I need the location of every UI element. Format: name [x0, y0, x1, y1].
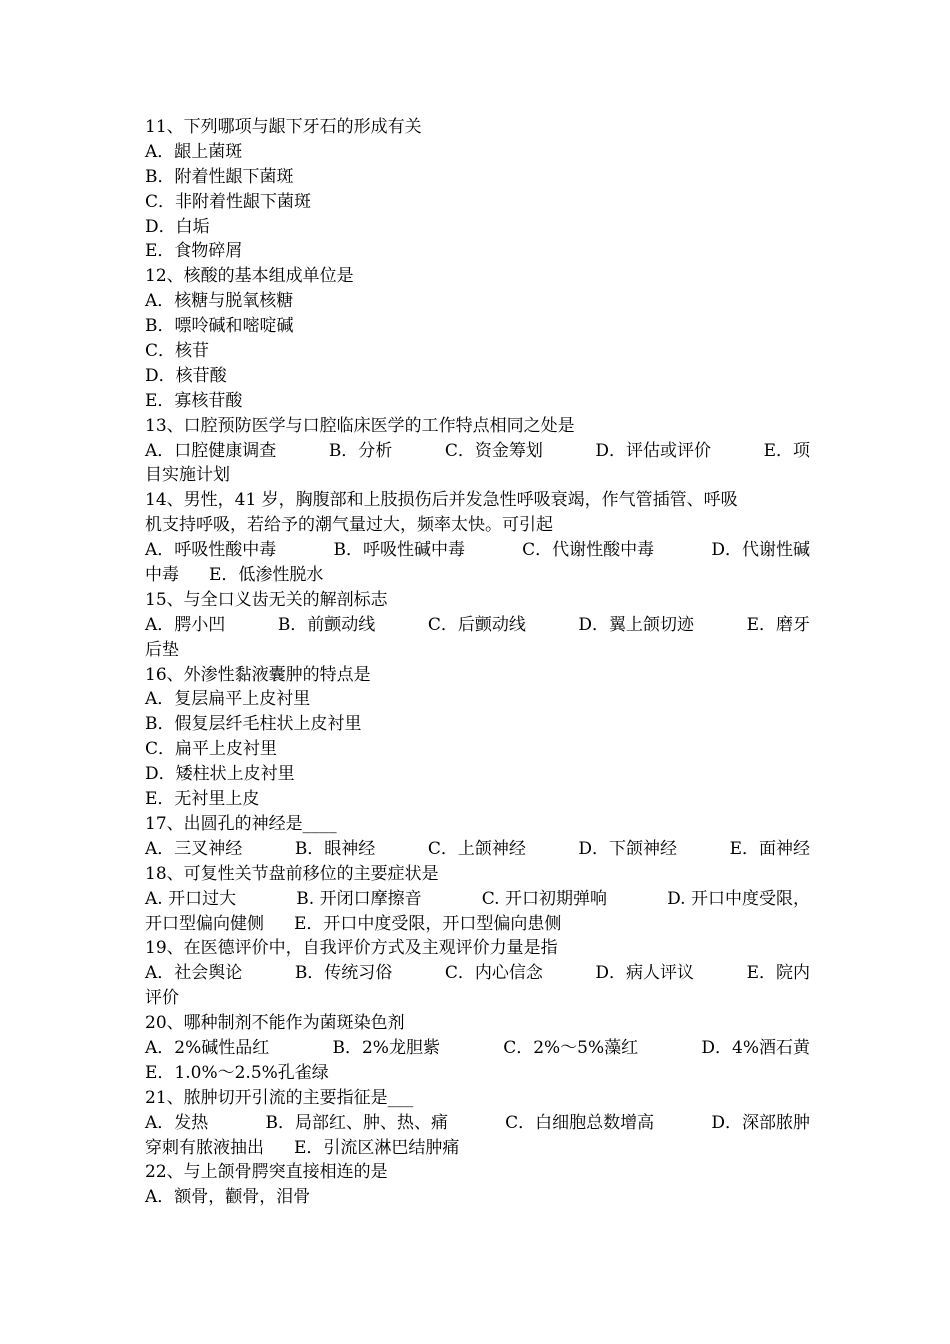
option-row: [145, 613, 810, 638]
option-row: [145, 1136, 810, 1161]
option-text: C. 开口初期弹响: [481, 888, 607, 909]
option-text: C．后颤动线: [427, 614, 526, 635]
option-text: B．前颤动线: [277, 614, 376, 635]
option-text: 中毒: [145, 565, 179, 586]
option-text: E．磨牙: [746, 614, 810, 635]
option-text: A．口腔健康调查: [145, 440, 277, 461]
option-row: [145, 538, 810, 563]
option-text: C．资金筹划: [444, 440, 543, 461]
option-text: B．分析: [328, 440, 393, 461]
text-line: 20、哪种制剂不能作为菌斑染色剂: [145, 1013, 405, 1034]
option-text: E．引流区淋巴结肿痛: [294, 1137, 460, 1158]
option-text: E．开口中度受限，开口型偏向患侧: [294, 913, 562, 934]
option-text: 开口型偏向健侧: [145, 913, 264, 934]
text-line: 13、口腔预防医学与口腔临床医学的工作特点相同之处是: [145, 415, 575, 436]
option-text: C．白细胞总数增高: [505, 1112, 655, 1133]
option-text: D．4%酒石黄: [701, 1037, 810, 1058]
option-text: D．下颌神经: [578, 838, 678, 859]
option-text: D. 开口中度受限，: [667, 888, 810, 909]
option-row: [145, 563, 810, 588]
option-row: [145, 439, 810, 464]
text-line: B．假复层纤毛柱状上皮衬里: [145, 714, 362, 735]
option-text: C．2%～5%藻红: [503, 1037, 639, 1058]
text-line: D．矮柱状上皮衬里: [145, 764, 295, 785]
option-text: D．评估或评价: [595, 440, 712, 461]
text-line: 目实施计划: [145, 465, 230, 486]
text-line: D．核苷酸: [145, 365, 227, 386]
option-text: C．代谢性酸中毒: [522, 540, 655, 561]
option-text: A．社会舆论: [145, 963, 243, 984]
text-line: 12、核酸的基本组成单位是: [145, 266, 354, 287]
text-line: 17、出圆孔的神经是____: [145, 813, 337, 834]
option-text: A．三叉神经: [145, 838, 243, 859]
text-line: 后垫: [145, 639, 179, 660]
option-text: A．2%碱性品红: [145, 1037, 270, 1058]
text-line: E．1.0%～2.5%孔雀绿: [145, 1062, 329, 1083]
text-line: 评价: [145, 988, 179, 1009]
option-row: [145, 837, 810, 862]
option-text: A．发热: [145, 1112, 209, 1133]
text-line: 16、外渗性黏液囊肿的特点是: [145, 664, 371, 685]
option-row: [145, 1036, 810, 1061]
text-line: A．龈上菌斑: [145, 141, 243, 162]
option-text: A．呼吸性酸中毒: [145, 540, 277, 561]
text-line: E．食物碎屑: [145, 241, 243, 262]
option-text: B．局部红、肿、热、痛: [265, 1112, 448, 1133]
option-row: [145, 912, 810, 937]
option-text: B. 开闭口摩擦音: [296, 888, 422, 909]
option-text: A. 开口过大: [145, 888, 237, 909]
text-line: 机支持呼吸，若给予的潮气量过大，频率太快。可引起: [145, 515, 553, 536]
text-line: 18、可复性关节盘前移位的主要症状是: [145, 863, 439, 884]
option-text: E．项: [763, 440, 810, 461]
option-row: [145, 887, 810, 912]
option-row: [145, 961, 810, 986]
option-text: D．深部脓肿: [711, 1112, 810, 1133]
option-text: A．腭小凹: [145, 614, 226, 635]
text-line: A．额骨，颧骨，泪骨: [145, 1187, 311, 1208]
text-line: B．嘌呤碱和嘧啶碱: [145, 316, 294, 337]
text-line: A．核糖与脱氧核糖: [145, 291, 294, 312]
option-text: B．传统习俗: [294, 963, 393, 984]
text-line: 22、与上颌骨腭突直接相连的是: [145, 1162, 388, 1183]
option-text: D．代谢性碱: [711, 540, 810, 561]
option-text: 穿刺有脓液抽出: [145, 1137, 264, 1158]
text-line: 11、下列哪项与龈下牙石的形成有关: [145, 117, 422, 137]
option-text: C．内心信念: [444, 963, 543, 984]
option-text: D．翼上颌切迹: [578, 614, 695, 635]
text-line: E．无衬里上皮: [145, 789, 260, 810]
text-line: 21、脓肿切开引流的主要指征是___: [145, 1087, 414, 1108]
text-line: B．附着性龈下菌斑: [145, 166, 294, 187]
text-line: 14、男性，41 岁，胸腹部和上肢损伤后并发急性呼吸衰竭，作气管插管、呼吸: [145, 490, 738, 511]
option-text: E．低渗性脱水: [209, 565, 324, 586]
text-line: C．扁平上皮衬里: [145, 739, 278, 760]
option-text: B．眼神经: [294, 838, 376, 859]
text-line: C．核苷: [145, 341, 210, 362]
option-text: B．2%龙胆紫: [332, 1037, 440, 1058]
option-text: E．院内: [746, 963, 810, 984]
option-text: D．病人评议: [595, 963, 695, 984]
option-text: B．呼吸性碱中毒: [333, 540, 465, 561]
exam-questions-text: [145, 115, 810, 1210]
option-row: [145, 1111, 810, 1136]
text-line: 15、与全口义齿无关的解剖标志: [145, 589, 388, 610]
option-text: E．面神经: [729, 838, 810, 859]
text-line: 19、在医德评价中，自我评价方式及主观评价力量是指: [145, 938, 558, 959]
text-line: A．复层扁平上皮衬里: [145, 689, 311, 710]
text-line: C．非附着性龈下菌斑: [145, 191, 312, 212]
text-line: E．寡核苷酸: [145, 390, 243, 411]
text-line: D．白垢: [145, 216, 210, 237]
option-text: C．上颌神经: [427, 838, 526, 859]
